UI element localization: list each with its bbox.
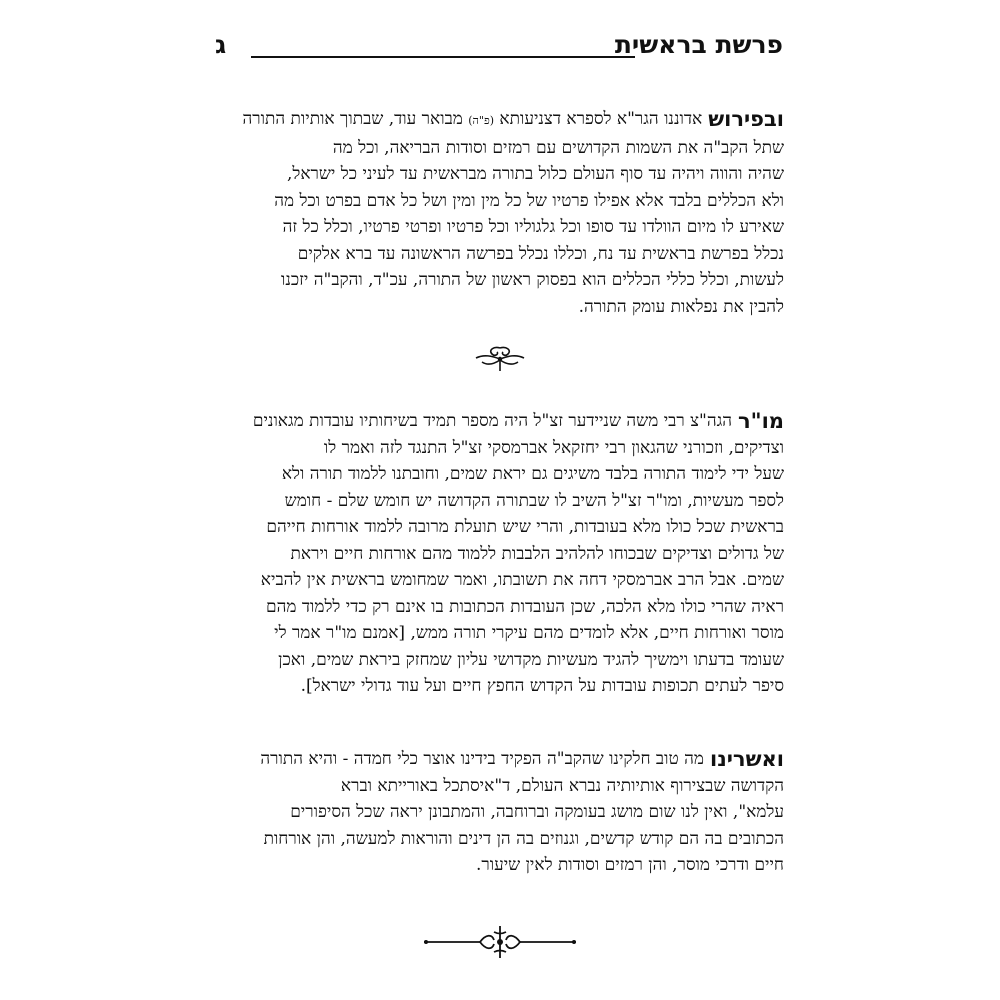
text-line: מוסר ואורחות חיים, אלא לומדים מהם עיקרי תורה ממש, [אמנם מו"ר אמר לי <box>274 623 784 643</box>
paragraph-lead-word: ואשרינו <box>710 747 784 771</box>
paragraph-lead-word: ובפירוש <box>708 107 784 131</box>
paragraph-lead-word: מו"ר <box>738 409 784 433</box>
text-line: נכלל בפרשת בראשית עד נח, וכללו נכלל בפרשה הראשונה עד ברא אלקים <box>297 243 784 264</box>
text-line: לספר מעשיות, ומו"ר זצ"ל השיב לו שבתורה הקדושה יש חומש שלם - חומש <box>284 490 784 511</box>
running-header <box>215 28 783 64</box>
text-line: הגה"צ רבי משה שניידער זצ"ל היה מספר תמיד בשיחותיו עובדות מגאונים <box>252 411 732 431</box>
header-rule <box>251 56 635 58</box>
page-header-title: פרשת בראשית <box>614 30 783 59</box>
floral-divider-icon <box>472 344 528 374</box>
text-line: אדוננו הגר"א לספרא דצניעותא (פ"ה) מבואר עוד, שבתוך אותיות התורה <box>242 109 703 129</box>
text-line: ראיה שהרי כולו מלא הלכה, שכן העובדות הכתובות בו אינם רק כדי ללמוד מהם <box>265 596 784 617</box>
text-line: סיפר לעתים תכופות עובדות על הקדוש החפץ חיים ועל עוד גדולי ישראל]. <box>300 676 784 696</box>
text-line: ולא הכללים בלבד אלא אפילו פרטיו של כל מין ומין ושל כל אדם בפרט וכל מה <box>274 190 784 211</box>
text-line: שתל הקב"ה את השמות הקדושים עם רמזים וסודות הבריאה, וכל מה <box>332 137 784 158</box>
text-line: מה טוב חלקינו שהקב"ה הפקיד בידינו אוצר כלי חמדה - והיא התורה <box>260 749 705 769</box>
text-line: חיים ודרכי מוסר, והן רמזים וסודות לאין שיעור. <box>475 855 784 875</box>
text-line: שעל ידי לימוד התורה בלבד משיגים גם יראת שמים, וחובתנו ללמוד תורה ולא <box>281 464 784 484</box>
text-line: שמים. אבל הרב אברמסקי דחה את תשובתו, ואמר שמחומש בראשית אין להביא <box>260 570 784 590</box>
text-line: להבין את נפלאות עומק התורה. <box>578 296 784 317</box>
text-line: שהיה והווה ויהיה עד סוף העולם כלול בתורה מבראשית עד לעיני כל ישראל, <box>286 164 784 184</box>
page-number: ג <box>215 30 227 59</box>
text-line: וצדיקים, וזכורני שהגאון רבי יחזקאל אברמסקי זצ"ל התנגד לזה ואמר לו <box>323 437 784 458</box>
text-line: שעומד בדעתו וימשיך להגיד מעשיות מקדושי עליון שמחזק ביראת שמים, ואכן <box>278 649 784 670</box>
text-line: עלמא", ואין לנו שום מושג בעומקה וברוחבה, והמתבונן יראה שכל הסיפורים <box>290 802 784 822</box>
text-line: לעשות, וכלל כללי הכללים הוא בפסוק ראשון של התורה, עכ"ד, והקב"ה יזכנו <box>280 270 784 290</box>
paragraph-2 <box>212 408 784 700</box>
source-reference: (פ"ה) <box>468 114 494 127</box>
text-line: שאירע לו מיום הוולדו עד סופו וכל גלגוליו וכל פרטיו ופרטי פרטיו, וכלל כל זה <box>282 217 784 237</box>
text-line: בראשית שכל כולו מלא בעובדות, והרי שיש תועלת מרובה ללמוד אורחות חייהם <box>266 517 784 537</box>
paragraph-1 <box>212 106 784 320</box>
text-line: הקדושה שבצירוף אותיותיה נברא העולם, ד"איסתכל באורייתא וברא <box>340 775 784 796</box>
text-line: הכתובים בה הם קודש קדשים, וגנוזים בה הן דינים והוראות למעשה, והן אורחות <box>263 828 784 849</box>
paragraph-3 <box>212 746 784 879</box>
floral-divider-icon <box>420 922 580 962</box>
text-line: של גדולים וצדיקים שבכוחו להלהיב הלבבות ללמוד מהם אורחות חיים ויראת <box>290 543 784 564</box>
